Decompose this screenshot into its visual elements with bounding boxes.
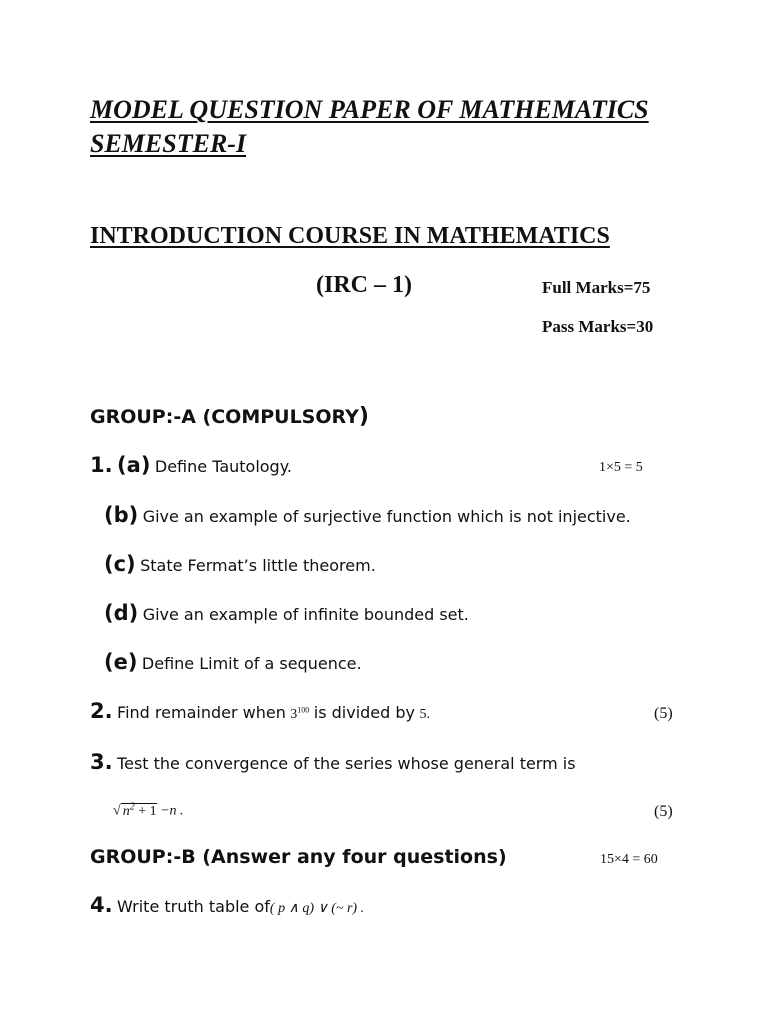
question-2 bbox=[90, 699, 430, 723]
course-title: INTRODUCTION COURSE IN MATHEMATICS bbox=[90, 223, 610, 249]
divisor: 5 bbox=[419, 707, 427, 722]
question-1b bbox=[104, 503, 631, 527]
exponent: 100 bbox=[297, 705, 310, 715]
part-label: (b) bbox=[104, 503, 139, 527]
question-number: 3. bbox=[90, 750, 113, 774]
question-text: Test the convergence of the series whose general term is bbox=[117, 754, 576, 773]
sentence-end: . bbox=[426, 707, 430, 722]
part-text: State Fermat’s little theorem. bbox=[140, 556, 376, 575]
part-text: Define Tautology. bbox=[154, 457, 292, 476]
radicand-exponent: 2 bbox=[129, 801, 135, 812]
radicand-rest: + 1 bbox=[134, 803, 157, 819]
question-1c bbox=[104, 552, 376, 576]
part-text: Define Limit of a sequence. bbox=[141, 654, 362, 673]
question-text: Write truth table of bbox=[117, 897, 270, 916]
question-1d bbox=[104, 601, 469, 625]
question-text: Find remainder when bbox=[117, 703, 286, 722]
part-label: (c) bbox=[104, 552, 136, 576]
paper-title-line2: SEMESTER-I bbox=[90, 129, 247, 158]
expression-rest: −n . bbox=[156, 803, 184, 819]
power-expression bbox=[290, 707, 309, 722]
group-a-heading bbox=[90, 404, 369, 429]
question-1a bbox=[90, 453, 292, 477]
part-text: Give an example of infinite bounded set. bbox=[142, 605, 469, 624]
question-text-middle: is divided by bbox=[313, 703, 415, 722]
base: 3 bbox=[290, 707, 298, 722]
course-code: (IRC – 1) bbox=[316, 272, 412, 298]
question-number: 2. bbox=[90, 699, 113, 723]
part-label: (e) bbox=[104, 650, 138, 674]
question-number: 4. bbox=[90, 893, 113, 917]
question-number: 1. bbox=[90, 453, 113, 477]
group-b-marks: 15×4 = 60 bbox=[600, 852, 658, 867]
question-1e bbox=[104, 650, 362, 674]
paper-title-line1: MODEL QUESTION PAPER OF MATHEMATICS bbox=[90, 95, 649, 124]
logic-expression: ( p ∧ q) ∨ (~ r) . bbox=[269, 901, 365, 916]
group-a-heading-text: GROUP:-A (COMPULSORY bbox=[90, 406, 359, 428]
question-3 bbox=[90, 750, 576, 774]
general-term-expression bbox=[113, 801, 184, 820]
sqrt-icon: √ bbox=[113, 803, 121, 819]
question-3-marks: (5) bbox=[654, 803, 673, 820]
radicand-var: n bbox=[122, 803, 130, 819]
part-label: (a) bbox=[117, 453, 151, 477]
part-text: Give an example of surjective function which is not injective. bbox=[142, 507, 631, 526]
part-label: (d) bbox=[104, 601, 139, 625]
pass-marks: Pass Marks=30 bbox=[542, 317, 654, 336]
group-b-heading: GROUP:-B (Answer any four questions) bbox=[90, 846, 507, 868]
full-marks: Full Marks=75 bbox=[542, 278, 651, 297]
question-2-marks: (5) bbox=[654, 705, 673, 722]
radicand bbox=[121, 803, 157, 819]
question-1-marks: 1×5 = 5 bbox=[599, 460, 643, 475]
group-a-heading-close: ) bbox=[358, 404, 369, 429]
question-4 bbox=[90, 893, 364, 917]
